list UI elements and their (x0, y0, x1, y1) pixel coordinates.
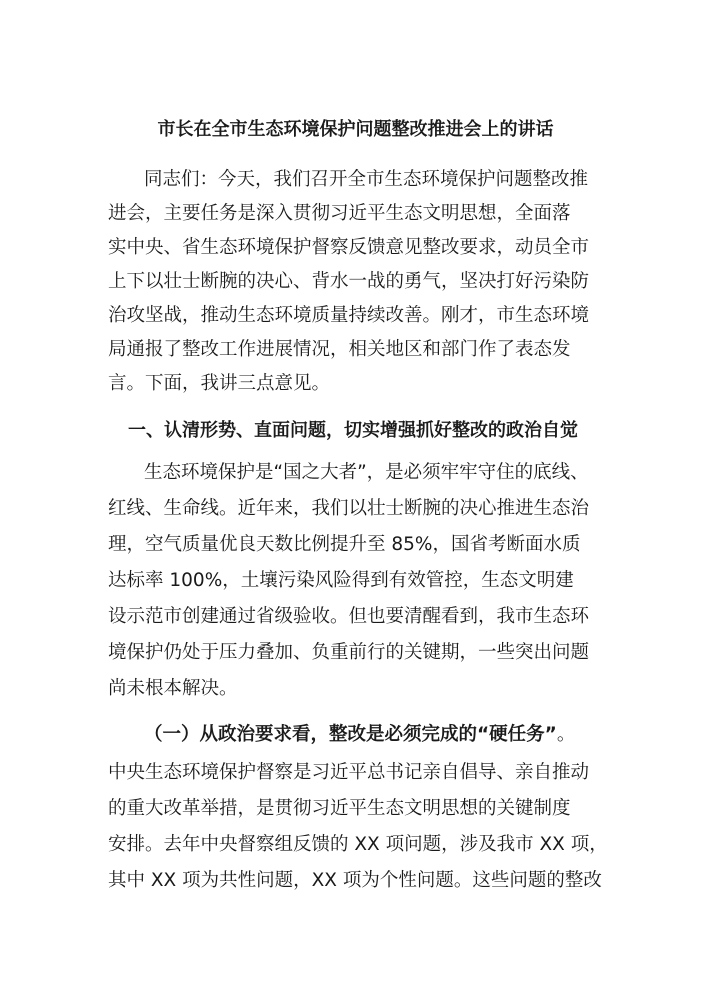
paragraph-line: 境保护仍处于压力叠加、负重前行的关键期，一些突出问题 (108, 642, 590, 663)
paragraph-line: 生态环境保护是“国之大者”，是必须牢牢守住的底线、 (144, 462, 589, 483)
paragraph-line: 治攻坚战，推动生态环境质量持续改善。刚才，市生态环境 (108, 305, 590, 326)
paragraph-line: 实中央、省生态环境保护督察反馈意见整改要求，动员全市 (108, 237, 590, 258)
paragraph-line: 上下以壮士断腕的决心、背水一战的勇气，坚决打好污染防 (108, 271, 590, 292)
paragraph-line: 理，空气质量优良天数比例提升至 85%，国省考断面水质 (108, 534, 581, 555)
paragraph-line: 达标率 100%，土壤污染风险得到有效管控，生态文明建 (108, 570, 574, 591)
paragraph-line: 进会，主要任务是深入贯彻习近平生态文明思想，全面落 (108, 203, 571, 224)
paragraph-line: 同志们：今天，我们召开全市生态环境保护问题整改推 (144, 169, 589, 190)
paragraph-line: 中央生态环境保护督察是习近平总书记亲自倡导、亲自推动 (108, 762, 590, 783)
paragraph-line: 红线、生命线。近年来，我们以壮士断腕的决心推进生态治 (108, 498, 590, 519)
paragraph-line: 其中 XX 项为共性问题，XX 项为个性问题。这些问题的整改 (108, 870, 602, 891)
paragraph-line: 设示范市创建通过省级验收。但也要清醒看到，我市生态环 (108, 606, 590, 627)
paragraph-line: 局通报了整改工作进展情况，相关地区和部门作了表态发 (108, 339, 571, 360)
section-heading: 一、认清形势、直面问题，切实增强抓好整改的政治自觉 (128, 420, 578, 441)
subsection-heading (144, 722, 575, 748)
document-title: 市长在全市生态环境保护问题整改推进会上的讲话 (157, 119, 554, 140)
paragraph-line: 安排。去年中央督察组反馈的 XX 项问题，涉及我市 XX 项， (108, 834, 608, 855)
paragraph-line: 言。下面，我讲三点意见。 (108, 373, 331, 394)
subsection-heading-text: （一）从政治要求看，整改是必须完成的“硬任务” (144, 724, 557, 745)
subsection-heading-tail: 。 (556, 724, 576, 745)
paragraph-line: 的重大改革举措，是贯彻习近平生态文明思想的关键制度 (108, 798, 571, 819)
paragraph-line: 尚未根本解决。 (108, 678, 238, 699)
